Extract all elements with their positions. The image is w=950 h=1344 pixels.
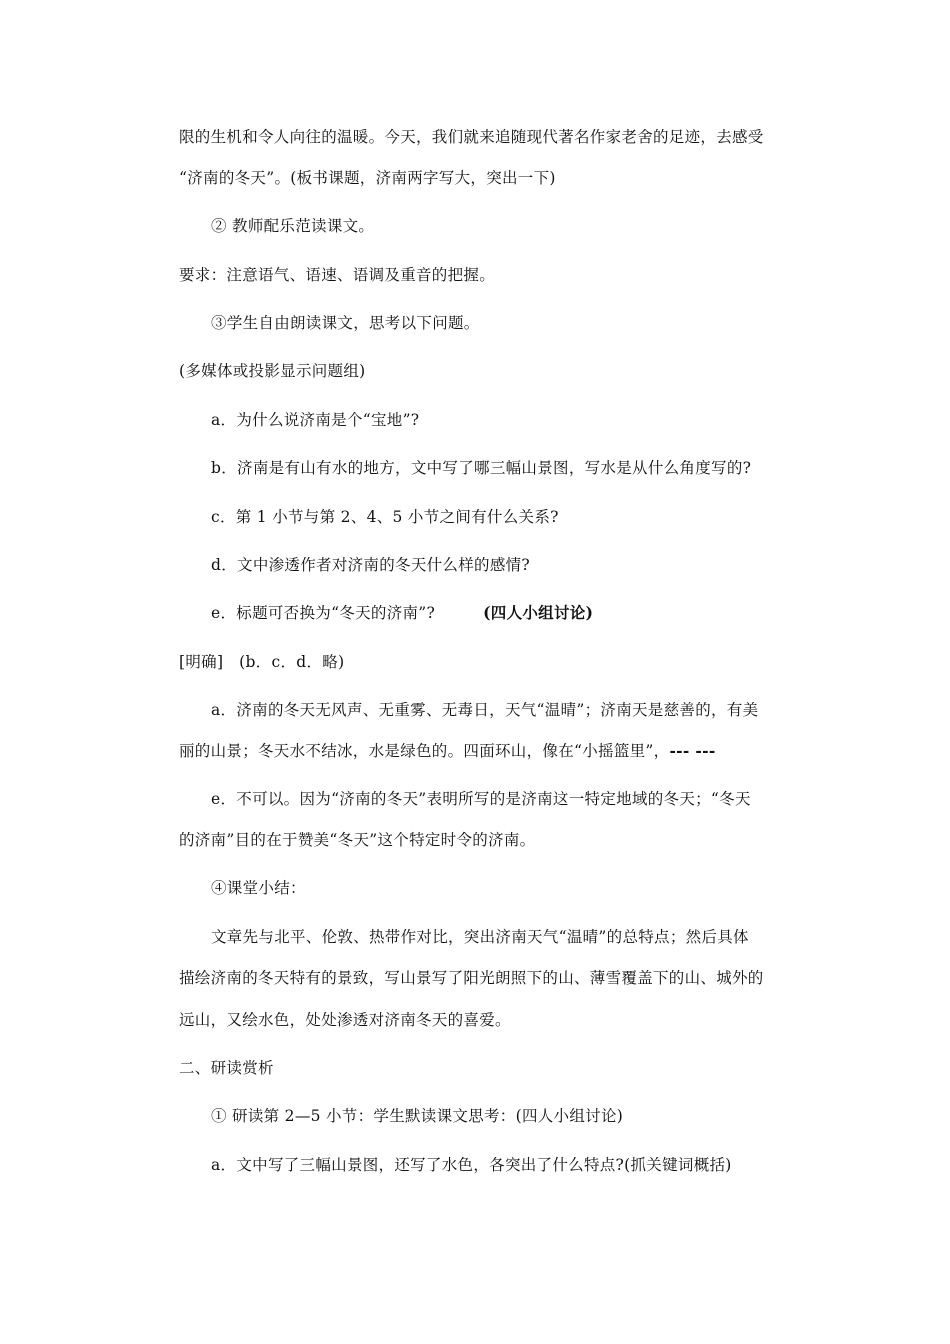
- answer-text: 丽的山景；冬天水不结冰，水是绿色的。四面环山，像在“小摇篮里”，: [179, 742, 670, 760]
- paragraph-line: (多媒体或投影显示问题组): [179, 362, 366, 380]
- answer-line: e．不可以。因为“济南的冬天”表明所写的是济南这一特定地域的冬天；“冬天: [211, 790, 751, 808]
- discussion-note: (四人小组讨论): [483, 603, 594, 622]
- answer-line: 的济南”目的在于赞美“冬天”这个特定时令的济南。: [179, 831, 536, 849]
- question-item: a．为什么说济南是个“宝地”?: [211, 411, 420, 429]
- paragraph-line: 限的生机和令人向往的温暖。今天，我们就来追随现代著名作家老舍的足迹，去感受: [179, 128, 764, 146]
- step-heading: ④课堂小结：: [211, 879, 306, 897]
- question-item: b．济南是有山有水的地方，文中写了哪三幅山景图，写水是从什么角度写的?: [211, 459, 752, 477]
- question-item: [211, 603, 593, 623]
- summary-line: 远山，又绘水色，处处渗透对济南冬天的喜爱。: [179, 1011, 511, 1029]
- summary-line: 描绘济南的冬天特有的景致，写山景写了阳光朗照下的山、薄雪覆盖下的山、城外的: [179, 969, 764, 987]
- question-item: c．第 1 小节与第 2、4、5 小节之间有什么关系?: [211, 508, 559, 526]
- dash-mark: --- ---: [669, 741, 716, 760]
- question-text: e．标题可否换为“冬天的济南”?: [211, 604, 436, 622]
- step-heading: ② 教师配乐范读课文。: [211, 217, 375, 235]
- summary-line: 文章先与北平、伦敦、热带作对比，突出济南天气“温晴”的总特点；然后具体: [211, 928, 749, 946]
- step-heading: ① 研读第 2—5 小节：学生默读课文思考：(四人小组讨论): [211, 1107, 624, 1125]
- answer-line: [179, 741, 716, 761]
- question-item: d．文中渗透作者对济南的冬天什么样的感情?: [211, 556, 531, 574]
- section-heading: 二、研读赏析: [179, 1059, 274, 1077]
- answer-line: a．济南的冬天无风声、无重雾、无毒日，天气“温晴”；济南天是慈善的，有美: [211, 701, 759, 719]
- paragraph-line: 要求：注意语气、语速、语调及重音的把握。: [179, 266, 496, 284]
- step-heading: ③学生自由朗读课文，思考以下问题。: [211, 314, 480, 332]
- answer-heading: [明确] (b．c．d．略): [179, 653, 345, 671]
- paragraph-line: “济南的冬天”。(板书课题，济南两字写大，突出一下): [179, 169, 556, 187]
- question-item: a．文中写了三幅山景图，还写了水色，各突出了什么特点?(抓关键词概括): [211, 1156, 732, 1174]
